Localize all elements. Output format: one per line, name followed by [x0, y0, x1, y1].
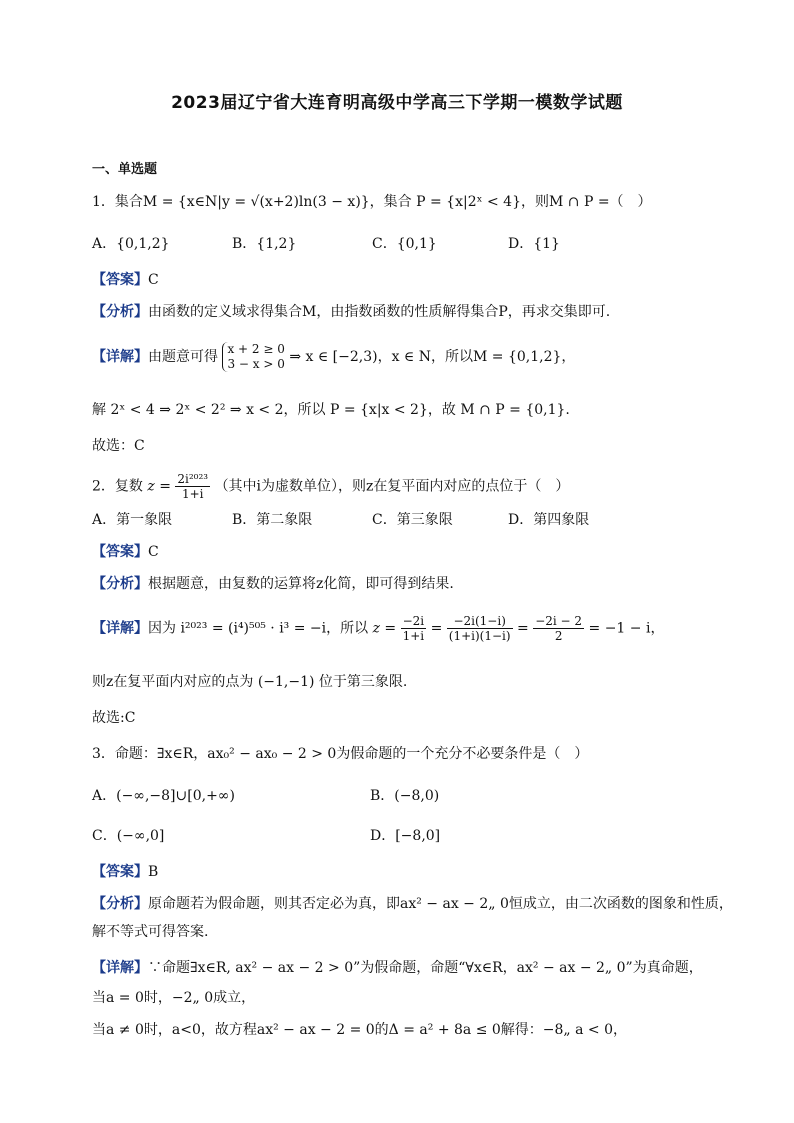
q2-conclusion: 故选:C: [92, 710, 136, 726]
q2-detail-text-a: 因为 i²⁰²³ = (i⁴)⁵⁰⁵ · i³ = −i，所以: [148, 620, 369, 637]
q1-detail: [92, 342, 734, 372]
q2-fraction-1-denominator: 1+i: [402, 629, 425, 643]
q2-fraction-1: [401, 614, 427, 643]
equals-sign: =: [517, 620, 529, 637]
q2-fraction-1-numerator: −2i: [402, 614, 425, 628]
q2-fraction-2: [447, 614, 513, 643]
q1-system-bottom: 3 − x > 0: [227, 357, 285, 371]
q3-option-c: C．(−∞,0]: [92, 828, 165, 844]
q2-detail: [92, 614, 734, 643]
q2-stem-text-b: （其中i为虚数单位），则z在复平面内对应的点位于（ ）: [214, 478, 570, 495]
q1-option-d: D．{1}: [508, 236, 560, 252]
q1-analysis-text: 由函数的定义域求得集合M，由指数函数的性质解得集合P，再求交集即可.: [148, 304, 611, 320]
q1-inequality-system: [222, 342, 284, 372]
q1-solve: 解 2ˣ < 4 ⇒ 2ˣ < 2² ⇒ x < 2，所以 P = {x|x < 2}，故 M ∩ P = {0,1}.: [92, 402, 570, 418]
q1-option-a: A．{0,1,2}: [92, 236, 170, 252]
answer-label: 【答案】: [92, 544, 148, 560]
q1-answer-value: C: [148, 272, 159, 288]
analysis-label: 【分析】: [92, 896, 148, 912]
q3-detail-text-1: ∵命题∃x∈R, ax² − ax − 2 > 0”为假命题，命题“∀x∈R，ax² − ax − 2„ 0”为真命题，: [148, 960, 703, 976]
q3-option-b: B．(−8,0): [370, 788, 440, 804]
q2-option-b: B．第二象限: [232, 512, 313, 528]
q2-fraction-numerator: 2i²⁰²³: [177, 472, 209, 486]
q1-system-top: x + 2 ≥ 0: [227, 342, 285, 356]
q2-answer-value: C: [148, 544, 159, 560]
q2-fraction-3: [533, 614, 584, 643]
detail-label: 【详解】: [92, 960, 148, 976]
q3-detail-line-1: [92, 958, 734, 978]
analysis-label: 【分析】: [92, 304, 148, 320]
q2-answer: [92, 542, 734, 562]
q2-option-a: A．第一象限: [92, 512, 173, 528]
q2-fraction-2-numerator: −2i(1−i): [447, 614, 513, 629]
q2-option-c: C．第三象限: [372, 512, 453, 528]
q3-answer-value: B: [148, 864, 159, 880]
analysis-label: 【分析】: [92, 576, 148, 592]
q1-detail-text-a: 由题意可得: [148, 349, 218, 365]
q2-detail-lhs: z =: [372, 620, 397, 637]
q3-option-a: A．(−∞,−8]∪[0,+∞): [92, 788, 235, 804]
q3-answer: [92, 862, 734, 882]
q1-option-b: B．{1,2}: [232, 236, 297, 252]
q3-detail-line-2: 当a = 0时，−2„ 0成立，: [92, 990, 256, 1006]
detail-label: 【详解】: [92, 620, 148, 637]
equals-sign: =: [430, 620, 443, 637]
answer-label: 【答案】: [92, 272, 148, 288]
q2-point: 则z在复平面内对应的点为 (−1,−1) 位于第三象限.: [92, 674, 408, 690]
q2-fraction-denominator: 1+i: [181, 487, 204, 501]
q3-option-d: D．[−8,0]: [370, 828, 441, 844]
q2-option-d: D．第四象限: [508, 512, 590, 528]
q1-stem: 1．集合M = {x∈N|y = √(x+2)ln(3 − x)}，集合 P = {x|2ˣ < 4}，则M ∩ P =（ ）: [92, 194, 652, 210]
q3-analysis-text-1: 原命题若为假命题，则其否定必为真，即ax² − ax − 2„ 0恒成立，由二次函数的图象和性质，: [148, 896, 733, 912]
q2-stem-lhs: z =: [147, 478, 171, 495]
q3-detail-line-3: 当a ≠ 0时，a<0，故方程ax² − ax − 2 = 0的Δ = a² + 8a ≤ 0解得：−8„ a < 0，: [92, 1022, 628, 1038]
q1-option-c: C．{0,1}: [372, 236, 437, 252]
q2-fraction-3-denominator: 2: [554, 629, 563, 643]
q1-detail-text-b: ⇒ x ∈ [−2,3)，x ∈ N，所以M = {0,1,2}，: [289, 349, 576, 365]
q2-stem-text-a: 2．复数: [92, 478, 143, 495]
answer-label: 【答案】: [92, 864, 148, 880]
section-heading: 一、单选题: [92, 162, 158, 177]
q3-analysis-line-2: 解不等式可得答案.: [92, 924, 209, 940]
q2-fraction: [175, 472, 210, 501]
q2-analysis: [92, 574, 734, 594]
q2-fraction-3-numerator: −2i − 2: [535, 614, 583, 628]
q1-analysis: [92, 302, 734, 322]
q1-conclusion: 故选：C: [92, 438, 145, 454]
q2-analysis-text: 根据题意，由复数的运算将z化简，即可得到结果.: [148, 576, 454, 592]
q3-stem: 3．命题：∃x∈R，ax₀² − ax₀ − 2 > 0为假命题的一个充分不必要条件是（ ）: [92, 746, 589, 762]
q2-stem: [92, 472, 734, 501]
q2-detail-text-b: = −1 − i，: [588, 620, 665, 637]
page-title: 2023届辽宁省大连育明高级中学高三下学期一模数学试题: [171, 93, 623, 113]
detail-label: 【详解】: [92, 349, 148, 365]
q1-answer: [92, 270, 734, 290]
q2-fraction-2-denominator: (1+i)(1−i): [448, 629, 511, 643]
q3-analysis-line-1: [92, 894, 734, 914]
